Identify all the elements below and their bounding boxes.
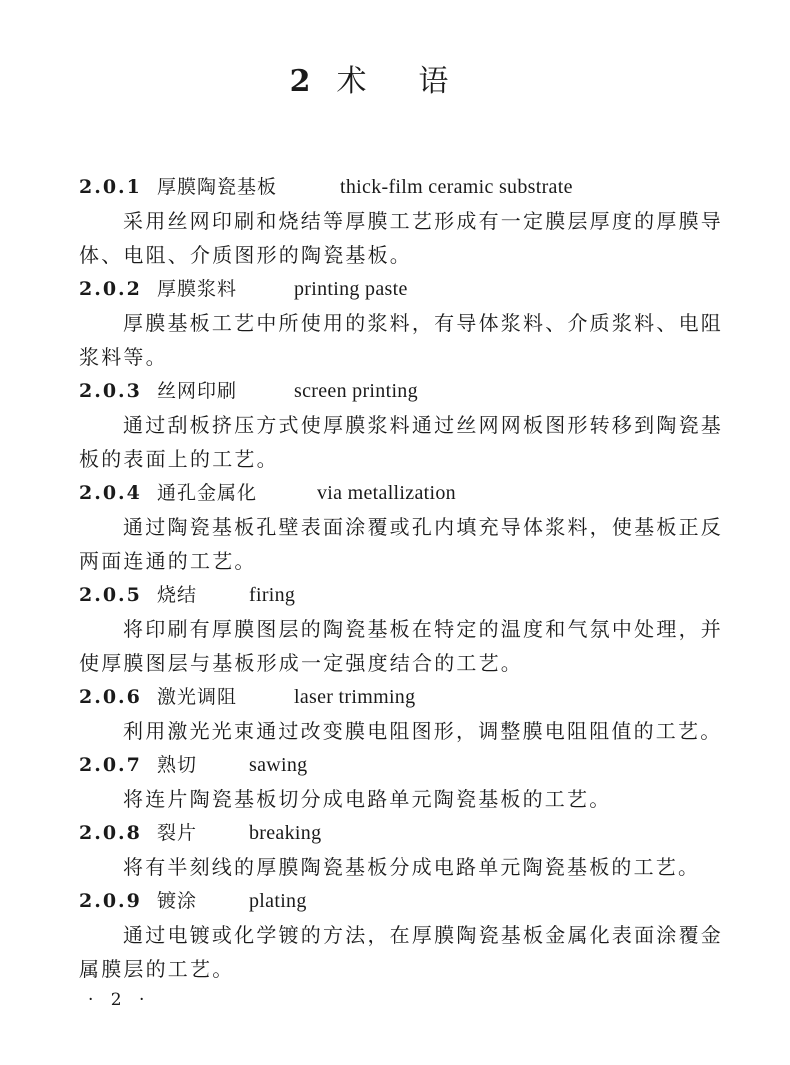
term-entry	[79, 476, 723, 578]
term-definition: 通过刮板挤压方式使厚膜浆料通过丝网网板图形转移到陶瓷基板的表面上的工艺。	[79, 413, 723, 471]
term-english: breaking	[249, 822, 322, 844]
term-english: laser trimming	[294, 686, 416, 708]
term-heading	[79, 272, 719, 306]
term-heading	[79, 578, 719, 612]
term-chinese: 激光调阻	[157, 686, 238, 708]
term-list	[79, 170, 723, 986]
term-chinese: 丝网印刷	[157, 380, 238, 402]
chapter-title-text: 术语	[336, 64, 501, 99]
term-definition: 厚膜基板工艺中所使用的浆料，有导体浆料、介质浆料、电阻浆料等。	[79, 311, 723, 369]
term-entry	[79, 884, 723, 986]
term-number: 2.0.2	[79, 278, 142, 300]
term-english: printing paste	[294, 278, 408, 300]
term-definition: 采用丝网印刷和烧结等厚膜工艺形成有一定膜层厚度的厚膜导体、电阻、介质图形的陶瓷基板。	[79, 209, 723, 267]
chapter-number: 2	[289, 64, 311, 99]
term-heading	[79, 816, 719, 850]
term-definition: 通过陶瓷基板孔壁表面涂覆或孔内填充导体浆料，使基板正反两面连通的工艺。	[79, 515, 723, 573]
term-chinese: 通孔金属化	[157, 482, 258, 504]
term-english: screen printing	[294, 380, 418, 402]
term-definition: 利用激光光束通过改变膜电阻图形，调整膜电阻阻值的工艺。	[123, 719, 723, 743]
term-number: 2.0.5	[79, 584, 142, 606]
term-number: 2.0.7	[79, 754, 142, 776]
term-definition: 将有半刻线的厚膜陶瓷基板分成电路单元陶瓷基板的工艺。	[123, 855, 701, 879]
term-entry	[79, 816, 719, 884]
term-heading	[79, 170, 719, 204]
term-number: 2.0.6	[79, 686, 142, 708]
term-heading	[79, 680, 719, 714]
term-entry	[79, 748, 719, 816]
term-entry	[79, 578, 723, 680]
term-english: thick-film ceramic substrate	[340, 176, 573, 198]
term-definition: 将连片陶瓷基板切分成电路单元陶瓷基板的工艺。	[123, 787, 612, 811]
term-english: sawing	[249, 754, 308, 776]
term-chinese: 镀涂	[157, 890, 198, 912]
term-entry	[79, 374, 723, 476]
term-definition: 将印刷有厚膜图层的陶瓷基板在特定的温度和气氛中处理，并使厚膜图层与基板形成一定强度结合的工艺。	[79, 617, 723, 675]
term-entry	[79, 272, 723, 374]
chapter-title	[0, 60, 790, 104]
term-heading	[79, 476, 719, 510]
term-number: 2.0.9	[79, 890, 142, 912]
term-number: 2.0.3	[79, 380, 142, 402]
term-entry	[79, 680, 723, 748]
term-heading	[79, 374, 719, 408]
term-heading	[79, 748, 719, 782]
term-entry	[79, 170, 723, 272]
term-definition: 通过电镀或化学镀的方法，在厚膜陶瓷基板金属化表面涂覆金属膜层的工艺。	[79, 923, 723, 981]
term-english: via metallization	[317, 482, 456, 504]
term-chinese: 熟切	[157, 754, 198, 776]
term-english: plating	[249, 890, 307, 912]
page-number: · 2 ·	[88, 990, 151, 1010]
term-number: 2.0.1	[79, 176, 142, 198]
term-number: 2.0.8	[79, 822, 142, 844]
term-heading	[79, 884, 719, 918]
term-number: 2.0.4	[79, 482, 142, 504]
term-chinese: 烧结	[157, 584, 198, 606]
term-english: firing	[249, 584, 296, 606]
term-chinese: 厚膜陶瓷基板	[157, 176, 278, 198]
term-chinese: 裂片	[157, 822, 198, 844]
term-chinese: 厚膜浆料	[157, 278, 238, 300]
